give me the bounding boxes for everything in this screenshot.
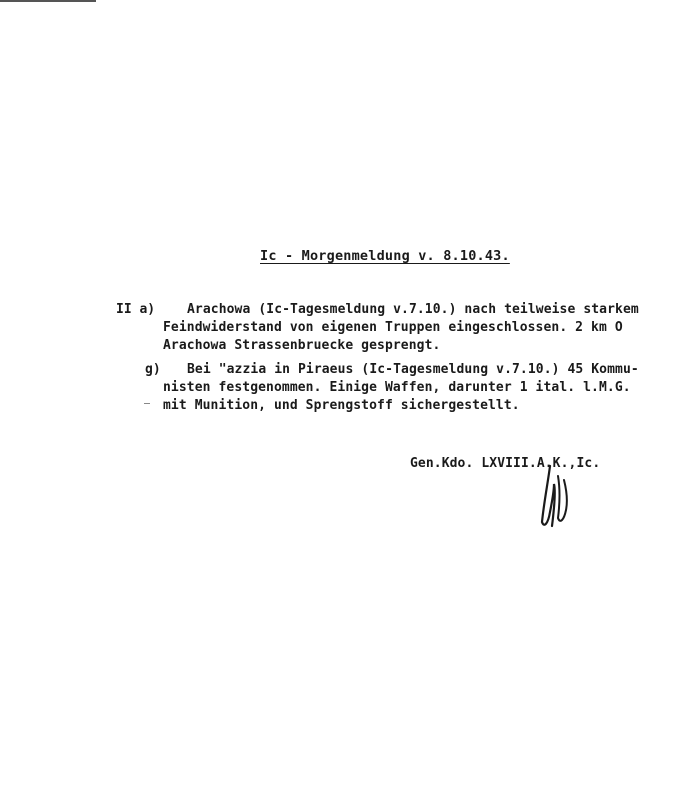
document-title: Ic - Morgenmeldung v. 8.10.43.	[260, 248, 510, 264]
item-g-line-3: mit Munition, und Sprengstoff sichergestellt.	[163, 398, 520, 413]
item-g-label: g)	[145, 362, 161, 377]
handwritten-signature	[536, 462, 576, 532]
item-a-line-3: Arachowa Strassenbruecke gesprengt.	[163, 338, 441, 353]
section-label: II a)	[116, 302, 156, 317]
item-a-line-2: Feindwiderstand von eigenen Truppen eingeschlossen. 2 km O	[163, 320, 623, 335]
scan-edge-mark	[0, 0, 96, 2]
item-g-line-2: nisten festgenommen. Einige Waffen, darunter 1 ital. l.M.G.	[163, 380, 631, 395]
item-g-line-1: Bei "azzia in Piraeus (Ic-Tagesmeldung v.7.10.) 45 Kommu-	[187, 362, 639, 377]
margin-dash-mark	[144, 403, 150, 404]
sender-line: Gen.Kdo. LXVIII.A.K.,Ic.	[410, 456, 601, 471]
item-a-line-1: Arachowa (Ic-Tagesmeldung v.7.10.) nach teilweise starkem	[187, 302, 639, 317]
